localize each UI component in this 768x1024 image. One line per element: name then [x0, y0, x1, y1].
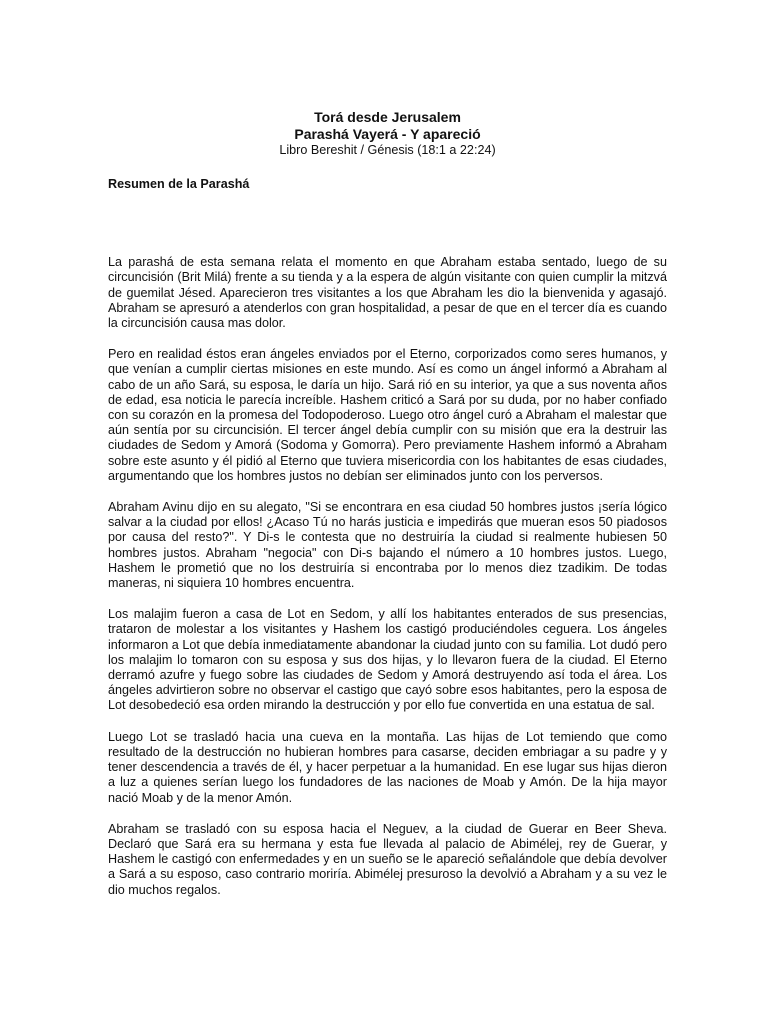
paragraph: Luego Lot se trasladó hacia una cueva en la montaña. Las hijas de Lot temiendo que como resultado de la destrucción no hubieran hombres para casarse, deciden embriagar a su padre y y tener descendencia a través de él, y hacer perpetuar a la humanidad. En ese lugar sus hijas dieron a luz a quienes serían luego los fundadores de las naciones de Moab y Amón. De la hija mayor nació Moab y de la menor Amón. [108, 729, 667, 805]
book-reference: Libro Bereshit / Génesis (18:1 a 22:24) [279, 143, 496, 157]
paragraph: La parashá de esta semana relata el momento en que Abraham estaba sentado, luego de su circuncisión (Brit Milá) frente a su tienda y a la espera de algún visitante con quien cumplir la mitzvá de guemilat Jésed. Aparecieron tres visitantes a los que Abraham les dio la bienvenida y agasajó. Abraham se apresuró a atenderlos con gran hospitalidad, a pesar de que en el tercer día es cuando la circuncisión causa mas dolor. [108, 255, 667, 331]
paragraph: Abraham Avinu dijo en su alegato, "Si se encontrara en esa ciudad 50 hombres justos ¡sería lógico salvar a la ciudad por ellos! ¿Acaso Tú no harás justicia e impedirás que mueran esos 50 piadosos por causa del resto?". Y Di-s le contesta que no destruiría la ciudad si realmente hubiesen 50 hombres justos. Abraham "negocia" con Di-s bajando el número a 10 hombres justos. Luego, Hashem le prometió que no los destruiría si encontraba por lo menos diez tzadikim. De todas maneras, ni siquiera 10 hombres encuentra. [108, 500, 667, 591]
parasha-title: Parashá Vayerá - Y apareció [294, 126, 481, 142]
paragraph: Pero en realidad éstos eran ángeles enviados por el Eterno, corporizados como seres humanos, y que venían a cumplir ciertas misiones en este mundo. Así es como un ángel informó a Abraham al cabo de un año Sará, su esposa, le daría un hijo. Sará rió en su interior, ya que a sus noventa años de edad, esa noticia le parecía increíble. Hashem criticó a Sará por su duda, por no haber confiado con su corazón en la promesa del Todopoderoso. Luego otro ángel curó a Abraham el malestar que aún sentía por su circuncisión. El tercer ángel debía cumplir con su misión que era la destruir las ciudades de Sedom y Amorá (Sodoma y Gomorra). Pero previamente Hashem informó a Abraham sobre este asunto y él pidió al Eterno que tuviera misericordia con los habitantes de esas ciudades, argumentando que los hombres justos no debían ser eliminados junto con los perversos. [108, 347, 667, 483]
document-title: Torá desde Jerusalem [314, 109, 461, 125]
paragraph: Los malajim fueron a casa de Lot en Sedom, y allí los habitantes enterados de sus presencias, trataron de molestar a los visitantes y Hashem los castigó produciéndoles ceguera. Los ángeles informaron a Lot que debía inmediatamente abandonar la ciudad junto con su familia. Lot dudó pero los malajim lo tomaron con su esposa y sus dos hijas, y lo llevaron fuera de la ciudad. El Eterno derramó azufre y fuego sobre las ciudades de Sedom y Amorá destruyendo así toda el área. Los ángeles advirtieron sobre no observar el castigo que cayó sobre esos habitantes, pero la esposa de Lot desobedeció esa orden mirando la destrucción y por ello fue convertida en una estatua de sal. [108, 607, 667, 713]
paragraph: Abraham se trasladó con su esposa hacia el Neguev, a la ciudad de Guerar en Beer Sheva. Declaró que Sará era su hermana y esta fue llevada al palacio de Abimélej, rey de Guerar, y Hashem le castigó con enfermedades y en un sueño se le apareció señalándole que debía devolver a Sará a su esposo, caso contrario moriría. Abimélej presuroso la devolvió a Abraham y a su vez le dio muchos regalos. [108, 821, 667, 897]
section-heading: Resumen de la Parashá [108, 177, 250, 191]
